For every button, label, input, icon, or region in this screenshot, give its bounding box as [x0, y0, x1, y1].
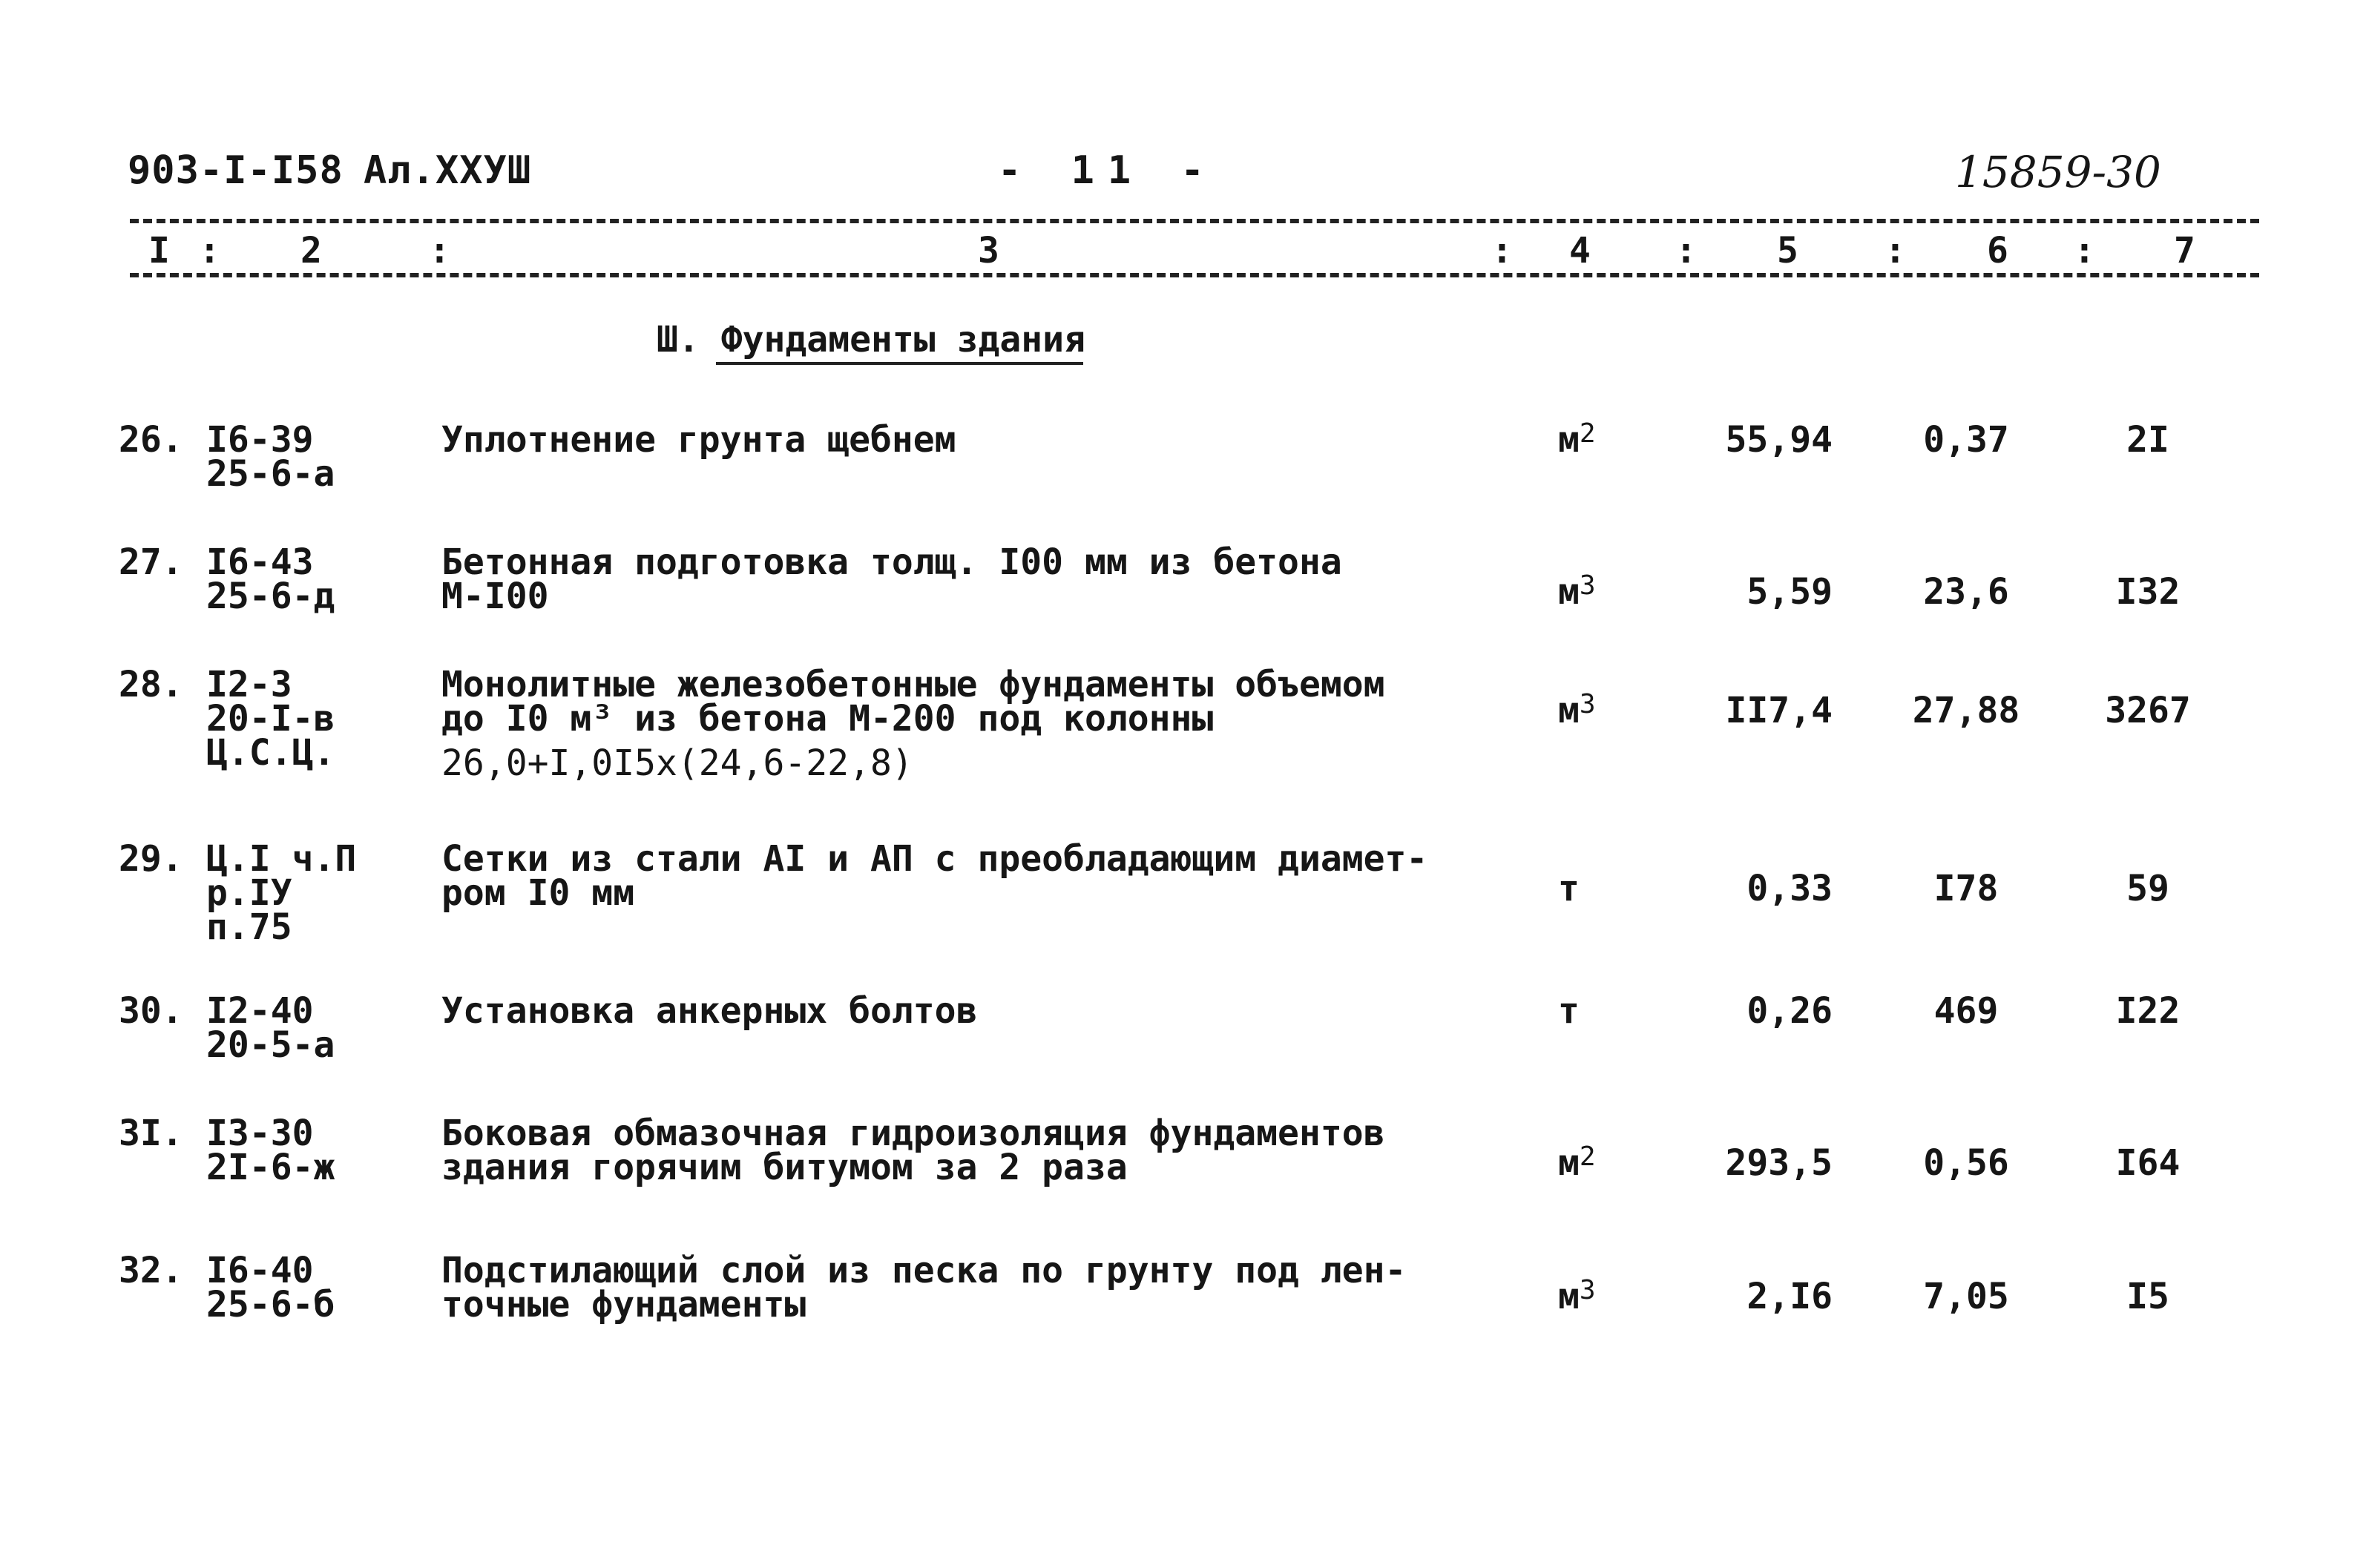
total-cost: 2I [2126, 419, 2169, 461]
quantity: 5,59 [1746, 571, 1833, 613]
col-separator: : [199, 230, 220, 271]
col-separator: : [1491, 230, 1513, 271]
unit-price: I78 [1933, 868, 1999, 909]
table-row [0, 541, 2366, 617]
album-number: Ал.ХХУШ [364, 148, 532, 193]
work-description: Боковая обмазочная гидроизоляция фундаментов здания горячим битумом за 2 раза [441, 1113, 1385, 1188]
table-row [0, 418, 2366, 495]
doc-code: 903-I-I58 [128, 148, 344, 193]
calculation-formula: 26,0+I,0I5х(24,6-22,8) [441, 742, 913, 784]
col-separator: : [429, 230, 450, 271]
quantity: II7,4 [1725, 690, 1833, 731]
quantity: 55,94 [1725, 419, 1833, 461]
table-row [0, 990, 2366, 1066]
unit-price: 0,37 [1923, 419, 2009, 461]
total-cost: I22 [2115, 990, 2181, 1032]
unit: $м^2$ [1558, 418, 1596, 461]
work-description: Бетонная подготовка толщ. I00 мм из бетона М-I00 [441, 541, 1342, 617]
row-number: 29. [119, 838, 183, 880]
unit: т [1558, 868, 1580, 909]
col-number-6: 6 [1987, 230, 2008, 271]
total-cost: 59 [2126, 868, 2169, 909]
quantity: 2,I6 [1746, 1276, 1833, 1317]
section-title-underline [716, 362, 1083, 365]
work-description: Монолитные железобетонные фундаменты объемом до I0 м³ из бетона М-200 под колонны 26,0+I,0I5х(24,6-22,8) [441, 664, 1385, 784]
norm-code: Ц.I ч.П р.IУ п.75 [206, 838, 357, 948]
row-number: 32. [119, 1250, 183, 1291]
col-separator: : [1884, 230, 1906, 271]
row-number: 27. [119, 541, 183, 583]
table-row [0, 1113, 2366, 1188]
section-title: Ш. Фундаменты здания [657, 319, 1085, 360]
unit-price: 469 [1933, 990, 1999, 1032]
row-number: 30. [119, 990, 183, 1032]
table-row [0, 1250, 2366, 1325]
work-description: Сетки из стали АI и АП с преобладающим диамет- ром I0 мм [441, 838, 1428, 914]
norm-code: I6-40 25-6-б [206, 1250, 335, 1325]
col-number-1: I [148, 230, 170, 271]
norm-code: I2-3 20-I-в Ц.С.Ц. [206, 664, 335, 774]
archive-number: 15859-30 [1955, 147, 2161, 197]
row-number: 26. [119, 419, 183, 461]
unit-price: 0,56 [1923, 1142, 2009, 1184]
total-cost: I32 [2115, 571, 2181, 613]
quantity: 0,33 [1746, 868, 1833, 909]
col-number-3: 3 [978, 230, 999, 271]
unit-price: 7,05 [1923, 1276, 2009, 1317]
col-number-7: 7 [2174, 230, 2195, 271]
header-rule-bottom [130, 273, 2259, 277]
unit-price: 27,88 [1912, 690, 2020, 731]
row-number: 3I. [119, 1113, 183, 1154]
col-number-5: 5 [1777, 230, 1798, 271]
quantity: 0,26 [1746, 990, 1833, 1032]
work-description: Уплотнение грунта щебнем [441, 419, 956, 461]
total-cost: I5 [2126, 1276, 2169, 1317]
col-separator: : [2074, 230, 2095, 271]
col-number-4: 4 [1569, 230, 1591, 271]
col-number-2: 2 [300, 230, 322, 271]
norm-code: I2-40 20-5-а [206, 990, 335, 1066]
total-cost: 3267 [2105, 690, 2191, 731]
work-description: Подстилающий слой из песка по грунту под лен- точные фундаменты [441, 1250, 1407, 1325]
unit: т [1558, 990, 1580, 1032]
page-number: - 11 - [998, 148, 1217, 193]
total-cost: I64 [2115, 1142, 2181, 1184]
unit: $м^3$ [1558, 570, 1596, 613]
work-description: Установка анкерных болтов [441, 990, 978, 1032]
table-row [0, 664, 2366, 784]
norm-code: I3-30 2I-6-ж [206, 1113, 335, 1188]
unit-price: 23,6 [1923, 571, 2009, 613]
col-separator: : [1675, 230, 1697, 271]
header-rule-top [130, 219, 2259, 223]
row-number: 28. [119, 664, 183, 705]
unit: $м^3$ [1558, 1275, 1596, 1317]
unit: $м^3$ [1558, 689, 1596, 731]
norm-code: I6-39 25-6-а [206, 419, 335, 495]
unit: $м^2$ [1558, 1142, 1596, 1184]
quantity: 293,5 [1725, 1142, 1833, 1184]
norm-code: I6-43 25-6-д [206, 541, 335, 617]
table-row [0, 838, 2366, 948]
